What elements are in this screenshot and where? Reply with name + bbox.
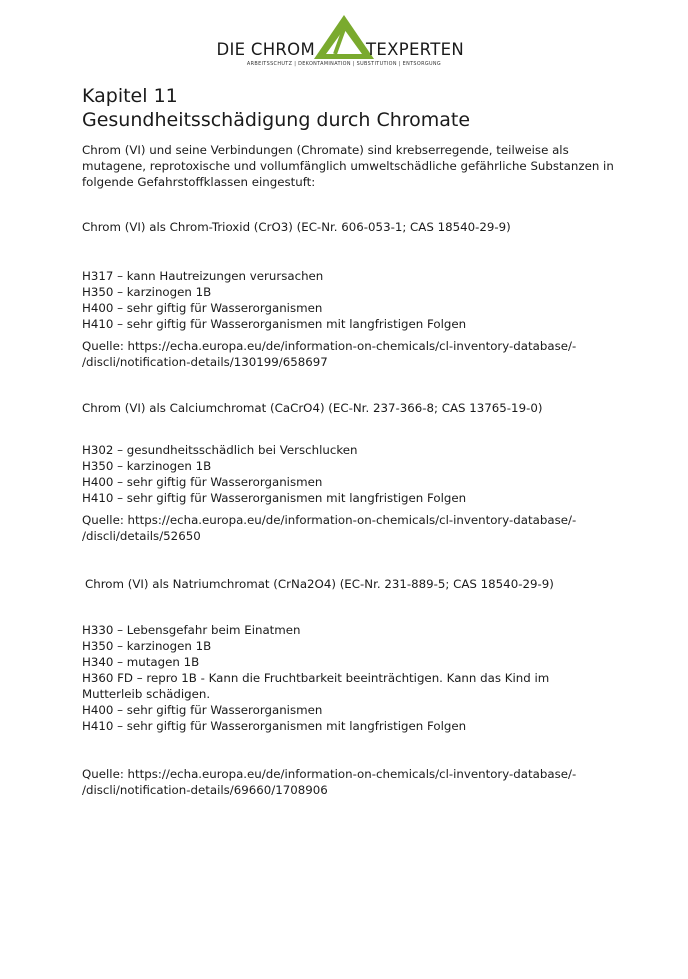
source-citation xyxy=(82,766,612,798)
hazard-statement: H330 – Lebensgefahr beim Einatmen xyxy=(82,623,301,637)
hazard-statement: H400 – sehr giftig für Wasserorganismen xyxy=(82,301,323,315)
logo-text-right: TEXPERTEN xyxy=(366,40,464,59)
logo-text-left: DIE CHROM xyxy=(216,40,315,59)
hazard-statement: H350 – karzinogen 1B xyxy=(82,285,212,299)
intro-line: Chrom (VI) und seine Verbindungen (Chromate) sind krebserregende, teilweise als xyxy=(82,143,569,157)
source-citation xyxy=(82,512,612,544)
chapter-title: Gesundheitsschädigung durch Chromate xyxy=(82,109,471,131)
source-line: /discli/notification-details/69660/1708906 xyxy=(82,783,328,797)
hazard-statement: H400 – sehr giftig für Wasserorganismen xyxy=(82,475,323,489)
hazard-statement: H302 – gesundheitsschädlich bei Verschlucken xyxy=(82,443,358,457)
hazard-statement: H400 – sehr giftig für Wasserorganismen xyxy=(82,703,323,717)
source-line: Quelle: https://echa.europa.eu/de/information-on-chemicals/cl-inventory-database/- xyxy=(82,767,577,781)
section-heading: Chrom (VI) als Chrom-Trioxid (CrO3) (EC-Nr. 606-053-1; CAS 18540-29-9) xyxy=(82,220,511,234)
source-line: /discli/details/52650 xyxy=(82,529,201,543)
hazard-statement: H410 – sehr giftig für Wasserorganismen mit langfristigen Folgen xyxy=(82,719,467,733)
section-heading: Chrom (VI) als Calciumchromat (CaCrO4) (EC-Nr. 237-366-8; CAS 13765-19-0) xyxy=(82,401,543,415)
source-line: Quelle: https://echa.europa.eu/de/information-on-chemicals/cl-inventory-database/- xyxy=(82,339,577,353)
hazard-statement-list xyxy=(82,268,612,332)
hazard-statement: H350 – karzinogen 1B xyxy=(82,639,212,653)
intro-paragraph xyxy=(82,142,612,190)
chapter-number: Kapitel 11 xyxy=(82,85,178,107)
section-heading: Chrom (VI) als Natriumchromat (CrNa2O4) (EC-Nr. 231-889-5; CAS 18540-29-9) xyxy=(85,577,554,591)
hazard-statement: H340 – mutagen 1B xyxy=(82,655,200,669)
hazard-statement: H410 – sehr giftig für Wasserorganismen mit langfristigen Folgen xyxy=(82,317,467,331)
hazard-statement-list xyxy=(82,442,612,506)
intro-line: mutagene, reprotoxische und vollumfänglich umweltschädliche gefährliche Substanzen in xyxy=(82,159,614,173)
hazard-statement: H350 – karzinogen 1B xyxy=(82,459,212,473)
document-body xyxy=(82,84,612,798)
hazard-statement: H360 FD – repro 1B - Kann die Fruchtbarkeit beeinträchtigen. Kann das Kind im Mutterleib schädigen. xyxy=(82,671,550,701)
hazard-statement: H317 – kann Hautreizungen verursachen xyxy=(82,269,324,283)
logo-tagline: ARBEITSSCHUTZ | DEKONTAMINATION | SUBSTITUTION | ENTSORGUNG xyxy=(246,61,442,67)
company-logo xyxy=(0,14,688,74)
source-citation xyxy=(82,338,612,370)
hazard-statement-list xyxy=(82,622,612,734)
intro-line: folgende Gefahrstoffklassen eingestuft: xyxy=(82,175,316,189)
source-line: /discli/notification-details/130199/658697 xyxy=(82,355,328,369)
source-line: Quelle: https://echa.europa.eu/de/information-on-chemicals/cl-inventory-database/- xyxy=(82,513,577,527)
hazard-statement: H410 – sehr giftig für Wasserorganismen mit langfristigen Folgen xyxy=(82,491,467,505)
